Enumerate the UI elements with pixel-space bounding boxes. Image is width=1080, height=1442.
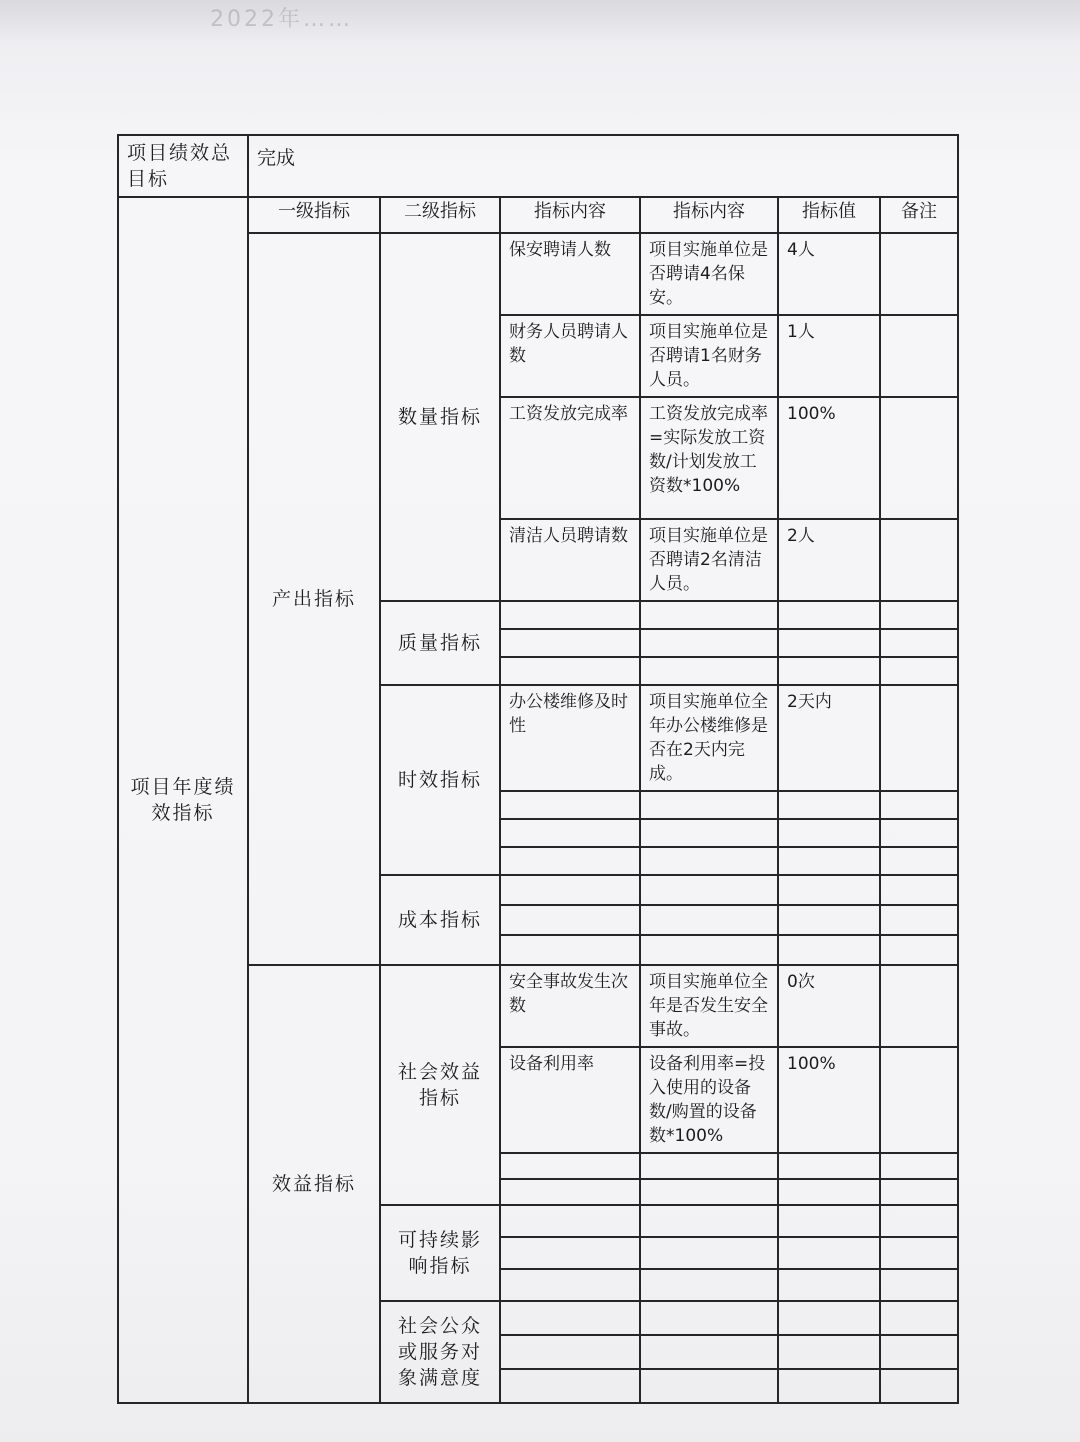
social-empty-1a [500, 1153, 640, 1179]
satis-empty-1b [640, 1301, 778, 1335]
time-empty-3d [880, 847, 958, 875]
level2-sustainable-cell [380, 1205, 500, 1301]
row-3-name: 工资发放完成率 [500, 397, 640, 519]
satis-empty-2d [880, 1335, 958, 1369]
quality-empty-1d [880, 601, 958, 629]
level2-satisfaction: 社会公众或服务对象满意度 [397, 1315, 482, 1389]
satis-empty-1d [880, 1301, 958, 1335]
satis-empty-2a [500, 1335, 640, 1369]
sustain-empty-3a [500, 1269, 640, 1301]
row-2-remark [880, 315, 958, 397]
goal-label: 项目绩效总目标 [127, 142, 233, 190]
level2-social: 社会效益指标 [397, 1061, 482, 1109]
cost-empty-2c [778, 905, 880, 935]
row-1-remark [880, 233, 958, 315]
sustain-empty-1b [640, 1205, 778, 1237]
social-empty-2d [880, 1179, 958, 1205]
annual-indicator-label: 项目年度绩效指标 [130, 776, 236, 824]
satis-empty-2c [778, 1335, 880, 1369]
row-1-content: 项目实施单位是否聘请4名保安。 [640, 233, 778, 315]
row-3-remark [880, 397, 958, 519]
time-empty-3c [778, 847, 880, 875]
quality-empty-3b [640, 657, 778, 685]
header-remark: 备注 [880, 197, 958, 233]
quality-empty-2b [640, 629, 778, 657]
sustain-empty-2a [500, 1237, 640, 1269]
annual-indicator-label-cell [118, 197, 248, 1403]
cost-empty-1d [880, 875, 958, 905]
sustain-empty-2c [778, 1237, 880, 1269]
level2-quality-cell [380, 601, 500, 685]
time-empty-2c [778, 819, 880, 847]
time-empty-1c [778, 791, 880, 819]
cost-empty-3c [778, 935, 880, 965]
level1-benefit-cell [248, 965, 380, 1403]
header-strip [0, 0, 1080, 40]
row-4-remark [880, 519, 958, 601]
header-content-2: 指标内容 [640, 197, 778, 233]
row-1-value: 4人 [778, 233, 880, 315]
row-4-value: 2人 [778, 519, 880, 601]
header-value: 指标值 [778, 197, 880, 233]
social-empty-1b [640, 1153, 778, 1179]
quality-empty-3d [880, 657, 958, 685]
row-7-name: 设备利用率 [500, 1047, 640, 1153]
row-5-value: 2天内 [778, 685, 880, 791]
level2-timeliness: 时效指标 [397, 769, 482, 791]
row-1-name: 保安聘请人数 [500, 233, 640, 315]
satis-empty-1a [500, 1301, 640, 1335]
row-7-content: 设备利用率=投入使用的设备数/购置的设备数*100% [640, 1047, 778, 1153]
level2-satisfaction-cell [380, 1301, 500, 1403]
satis-empty-3a [500, 1369, 640, 1403]
row-3-value: 100% [778, 397, 880, 519]
row-2-value: 1人 [778, 315, 880, 397]
goal-value-cell [248, 135, 958, 197]
row-6-name: 安全事故发生次数 [500, 965, 640, 1047]
time-empty-1a [500, 791, 640, 819]
time-empty-2b [640, 819, 778, 847]
quality-empty-1b [640, 601, 778, 629]
quality-empty-3c [778, 657, 880, 685]
quality-empty-1c [778, 601, 880, 629]
sustain-empty-3c [778, 1269, 880, 1301]
satis-empty-3b [640, 1369, 778, 1403]
cost-empty-2d [880, 905, 958, 935]
level2-timeliness-cell [380, 685, 500, 875]
satis-empty-3c [778, 1369, 880, 1403]
cost-empty-1a [500, 875, 640, 905]
level1-output: 产出指标 [271, 588, 356, 610]
time-empty-3b [640, 847, 778, 875]
level2-quantity: 数量指标 [397, 406, 482, 428]
row-5-content: 项目实施单位全年办公楼维修是否在2天内完成。 [640, 685, 778, 791]
faint-header-text: 2022年…… [210, 7, 353, 28]
level2-cost-cell [380, 875, 500, 965]
level2-cost: 成本指标 [397, 909, 482, 931]
satis-empty-2b [640, 1335, 778, 1369]
level2-quality: 质量指标 [397, 632, 482, 654]
level2-sustainable: 可持续影响指标 [397, 1229, 482, 1277]
sustain-empty-1c [778, 1205, 880, 1237]
row-4-name: 清洁人员聘请数 [500, 519, 640, 601]
goal-label-cell [118, 135, 248, 197]
social-empty-2c [778, 1179, 880, 1205]
goal-value: 完成 [257, 147, 296, 169]
sustain-empty-1d [880, 1205, 958, 1237]
cost-empty-3b [640, 935, 778, 965]
social-empty-2a [500, 1179, 640, 1205]
sustain-empty-1a [500, 1205, 640, 1237]
time-empty-2d [880, 819, 958, 847]
satis-empty-3d [880, 1369, 958, 1403]
quality-empty-2d [880, 629, 958, 657]
cost-empty-2a [500, 905, 640, 935]
quality-empty-1a [500, 601, 640, 629]
header-content-1: 指标内容 [500, 197, 640, 233]
satis-empty-1c [778, 1301, 880, 1335]
sustain-empty-3d [880, 1269, 958, 1301]
social-empty-1d [880, 1153, 958, 1179]
quality-empty-2c [778, 629, 880, 657]
level1-output-cell [248, 233, 380, 965]
cost-empty-2b [640, 905, 778, 935]
time-empty-2a [500, 819, 640, 847]
time-empty-1d [880, 791, 958, 819]
performance-indicator-table [117, 134, 959, 1404]
sustain-empty-2b [640, 1237, 778, 1269]
header-level1: 一级指标 [248, 197, 380, 233]
cost-empty-3d [880, 935, 958, 965]
quality-empty-3a [500, 657, 640, 685]
row-7-remark [880, 1047, 958, 1153]
row-6-value: 0次 [778, 965, 880, 1047]
row-6-content: 项目实施单位全年是否发生安全事故。 [640, 965, 778, 1047]
header-level2: 二级指标 [380, 197, 500, 233]
row-2-content: 项目实施单位是否聘请1名财务人员。 [640, 315, 778, 397]
cost-empty-3a [500, 935, 640, 965]
row-3-content: 工资发放完成率=实际发放工资数/计划发放工资数*100% [640, 397, 778, 519]
quality-empty-2a [500, 629, 640, 657]
social-empty-1c [778, 1153, 880, 1179]
sustain-empty-2d [880, 1237, 958, 1269]
row-5-name: 办公楼维修及时性 [500, 685, 640, 791]
row-4-content: 项目实施单位是否聘请2名清洁人员。 [640, 519, 778, 601]
sustain-empty-3b [640, 1269, 778, 1301]
social-empty-2b [640, 1179, 778, 1205]
level2-social-cell [380, 965, 500, 1205]
row-6-remark [880, 965, 958, 1047]
row-5-remark [880, 685, 958, 791]
time-empty-3a [500, 847, 640, 875]
cost-empty-1b [640, 875, 778, 905]
time-empty-1b [640, 791, 778, 819]
level2-quantity-cell [380, 233, 500, 601]
row-7-value: 100% [778, 1047, 880, 1153]
row-2-name: 财务人员聘请人数 [500, 315, 640, 397]
level1-benefit: 效益指标 [271, 1173, 356, 1195]
cost-empty-1c [778, 875, 880, 905]
